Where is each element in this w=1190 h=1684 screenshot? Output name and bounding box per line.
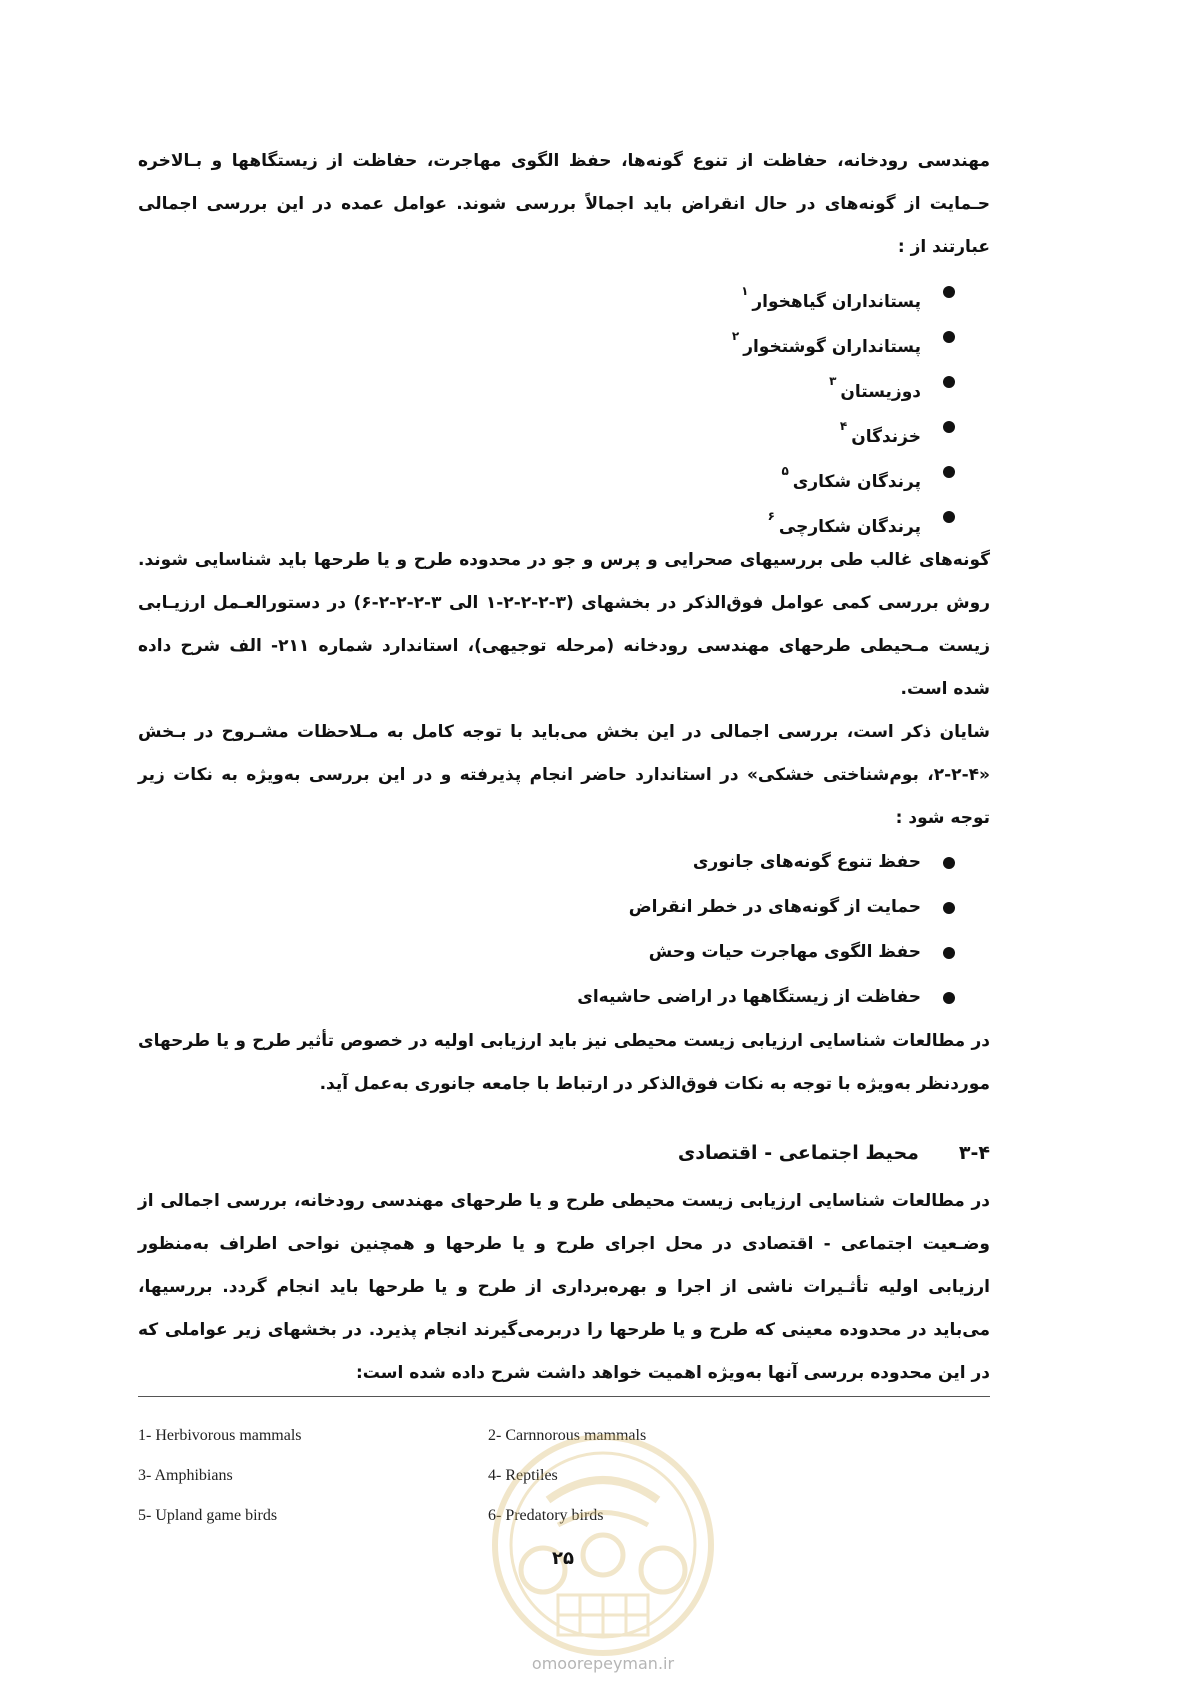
bullet-icon xyxy=(943,286,955,298)
footnote: 5- Upland game birds xyxy=(138,1507,278,1524)
section-heading xyxy=(138,1128,990,1178)
watermark-seal-icon xyxy=(488,1430,718,1660)
list-item: خزندگان$^۴$ xyxy=(138,404,955,449)
footnote-divider xyxy=(138,1396,990,1397)
paragraph-species: گونه‌های غالب طی بررسیهای صحرایی و پرس و جو در محدوده طرح و یا طرحها باید شناسایی شوند. روش بررسی کمی عوامل فوق‌الذکر در بخشهای (۳-۲-۲-۲-۱ الی ۳-۲-۲-۲-۶) در دستورالعـمل ارزیـابی زیست مـحیطی طرحهای مهندسی رودخانه (مرحله توجیهی)، استاندارد شماره ۲۱۱- الف شرح داده شده است. xyxy=(138,550,990,699)
bullet-icon xyxy=(943,511,955,523)
footnote: 1- Herbivorous mammals xyxy=(138,1427,302,1444)
list-item: دوزیستان$^۳$ xyxy=(138,359,955,404)
bullet-icon xyxy=(943,902,955,914)
paragraph-assessment: در مطالعات شناسایی ارزیابی زیست محیطی نیز باید ارزیابی اولیه در خصوص تأثیر طرح و یا طرحهای موردنظر به‌ویژه با توجه به نکات فوق‌الذکر در ارتباط با جامعه جانوری به‌عمل آید. xyxy=(138,1031,990,1094)
bullet-icon xyxy=(943,376,955,388)
paragraph-intro: مهندسی رودخانه، حفاظت از تنوع گونه‌ها، حفظ الگوی مهاجرت، حفاظت از زیستگاهها و بـالاخره حـمایت از گونه‌های در حال انقراض باید اجمالاً بررسی شوند. عوامل عمده در این بررسی اجمالی عبارتند از : xyxy=(138,151,990,257)
list-item: پستانداران گوشتخوار$^۲$ xyxy=(138,314,955,359)
section-number: ۳-۴ xyxy=(958,1142,990,1164)
footnote: 3- Amphibians xyxy=(138,1467,233,1484)
bullet-icon xyxy=(943,421,955,433)
bullet-icon xyxy=(943,947,955,959)
paragraph-socioeconomic: در مطالعات شناسایی ارزیابی زیست محیطی طرح و یا طرحهای مهندسی رودخانه، بررسی اجمالی از وضـعیت اجتماعی - اقتصادی در محل اجرای طرح و یا طرحها و همچنین نواحی اطراف به‌منظور ارزیابی اولیه تأثـیرات ناشی از اجرا و بهره‌برداری از طرح و یا طرحها باید انجام گردد. بررسیها، می‌باید در محدوده معینی که طرح و یا طرحها را دربرمی‌گیرند انجام پذیرد. در بخشهای زیر عواملی که در این محدوده بررسی آنها به‌ویژه اهمیت خواهد داشت شرح داده شده است: xyxy=(138,1191,990,1383)
page-number: ۲۵ xyxy=(552,1548,574,1569)
bullet-icon xyxy=(943,857,955,869)
list-item: حفاظت از زیستگاهها در اراضی حاشیه‌ای xyxy=(138,975,955,1020)
bullet-icon xyxy=(943,466,955,478)
list-item: پرندگان شکارچی$^۶$ xyxy=(138,494,955,539)
attention-points-list xyxy=(138,840,990,1020)
section-title: محیط اجتماعی - اقتصادی xyxy=(677,1142,919,1164)
footnote: 2- Carnnorous mammals xyxy=(488,1427,647,1444)
list-item: حمایت از گونه‌های در خطر انقراض xyxy=(138,885,955,930)
main-text xyxy=(138,140,990,1395)
footnote: 6- Predatory birds xyxy=(488,1507,604,1524)
list-item: پرندگان شکاری$^۵$ xyxy=(138,449,955,494)
paragraph-note: شایان ذکر است، بررسی اجمالی در این بخش می‌باید با توجه کامل به مـلاحظات مشـروح در بـخش «۴-۲-۲، بوم‌شناختی خشکی» در استاندارد حاضر انجام پذیرفته و در این بررسی به‌ویژه به نکات زیر توجه شود : xyxy=(138,722,990,828)
footnote: 4- Reptiles xyxy=(488,1467,558,1484)
fauna-factors-list xyxy=(138,269,990,539)
bullet-icon xyxy=(943,331,955,343)
list-item: حفظ الگوی مهاجرت حیات وحش xyxy=(138,930,955,975)
list-item: حفظ تنوع گونه‌های جانوری xyxy=(138,840,955,885)
list-item: پستانداران گیاهخوار$^۱$ xyxy=(138,269,955,314)
watermark-site-text: omoorepeyman.ir xyxy=(531,1654,675,1673)
bullet-icon xyxy=(943,992,955,1004)
